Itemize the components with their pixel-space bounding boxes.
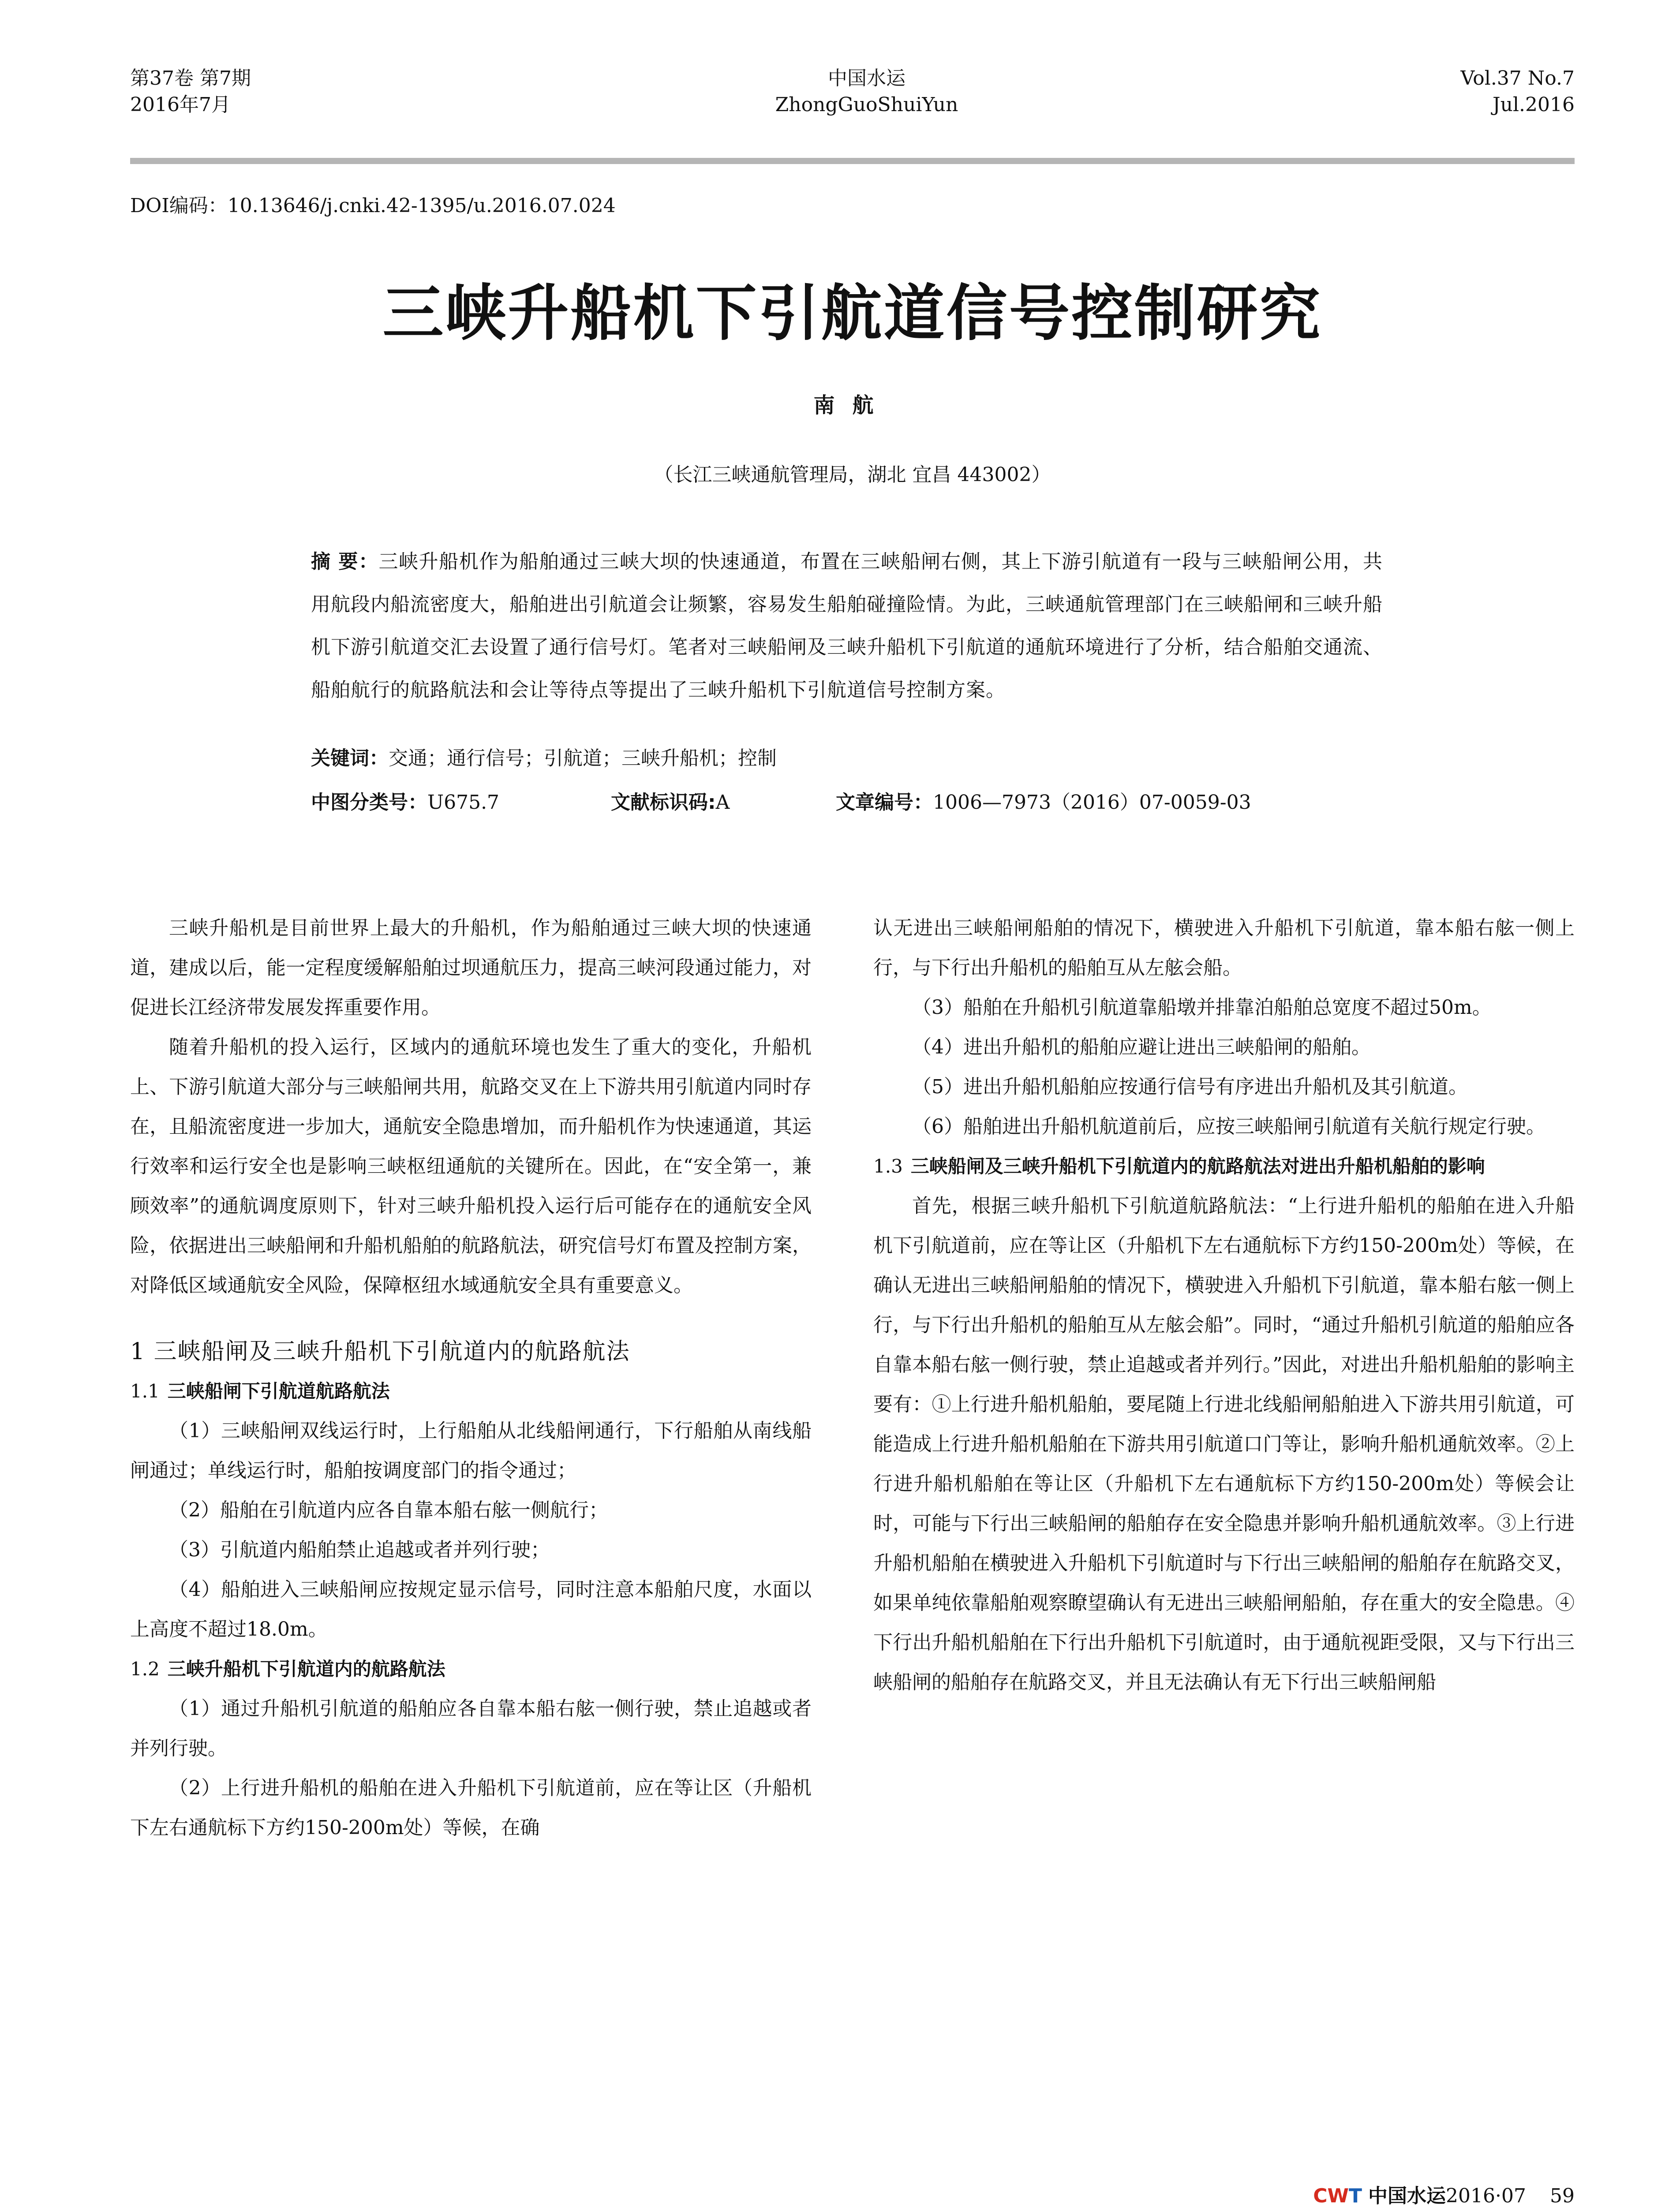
header-month: Jul.2016 <box>1492 93 1575 116</box>
section-title: 三峡船闸及三峡升船机下引航道内的航路航法对进出升船机船舶的影响 <box>910 1155 1485 1177</box>
clc-number <box>311 789 611 816</box>
article-number <box>836 789 1251 816</box>
list-item: （1）三峡船闸双线运行时，上行船舶从北线船闸通行，下行船舶从南线船闸通过；单线运行时，船舶按调度部门的指令通过； <box>130 1420 812 1482</box>
clc-value: U675.7 <box>427 791 500 814</box>
logo-cw: CW <box>1313 2185 1349 2205</box>
affiliation: （长江三峡通航管理局，湖北 宜昌 443002） <box>654 463 1051 486</box>
paragraph-continued: 认无进出三峡船闸船舶的情况下，横驶进入升船机下引航道，靠本船右舷一侧上行，与下行出升船机的船舶互从左舷会船。 <box>873 917 1575 979</box>
paragraph: 三峡升船机是目前世界上最大的升船机，作为船舶通过三峡大坝的快速通道，建成以后，能一定程度缓解船舶过坝通航压力，提高三峡河段通过能力，对促进长江经济带发展发挥重要作用。 <box>130 917 812 1019</box>
doi: DOI编码：10.13646/j.cnki.42-1395/u.2016.07.024 <box>130 194 616 217</box>
paper-title: 三峡升船机下引航道信号控制研究 <box>382 278 1322 349</box>
section-number: 1.2 <box>130 1658 160 1680</box>
header-vol-no: Vol.37 No.7 <box>1460 67 1575 90</box>
page-footer <box>1270 2183 1575 2205</box>
paragraph: 随着升船机的投入运行，区域内的通航环境也发生了重大的变化，升船机上、下游引航道大部分与三峡船闸共用，航路交叉在上下游共用引航道内同时存在，且船流密度进一步加大，通航安全隐患增加，而升船机作为快速通道，其运行效率和运行安全也是影响三峡枢纽通航的关键所在。因此，在“安全第一，兼顾效率”的通航调度原则下，针对三峡升船机投入运行后可能存在的通航安全风险，依据进出三峡船闸和升船机船舶的航路航法，研究信号灯布置及控制方案，对降低区域通航安全风险，保障枢纽水域通航安全具有重要意义。 <box>130 1036 812 1297</box>
keywords-label: 关键词： <box>311 747 389 770</box>
header-date: 2016年7月 <box>130 93 231 116</box>
list-item: （3）船舶在升船机引航道靠船墩并排靠泊船舶总宽度不超过50m。 <box>912 996 1492 1019</box>
keywords-text: 交通；通行信号；引航道；三峡升船机；控制 <box>389 747 777 770</box>
article-label: 文章编号： <box>836 791 933 814</box>
list-item: （6）船舶进出升船机航道前后，应按三峡船闸引航道有关航行规定行驶。 <box>912 1115 1545 1138</box>
abstract-text: 三峡升船机作为船舶通过三峡大坝的快速通道，布置在三峡船闸右侧，其上下游引航道有一段与三峡船闸公用，共用航段内船流密度大，船舶进出引航道会让频繁，容易发生船舶碰撞险情。为此，三峡通航管理部门在三峡船闸和三峡升船机下游引航道交汇去设置了通行信号灯。笔者对三峡船闸及三峡升船机下引航道的通航环境进行了分析，结合船舶交通流、船舶航行的航路航法和会让等待点等提出了三峡升船机下引航道信号控制方案。 <box>311 550 1383 701</box>
logo-t: T <box>1349 2185 1362 2205</box>
keywords <box>311 745 1383 772</box>
paragraph: 首先，根据三峡升船机下引航道航路航法：“上行进升船机的船舶在进入升船机下引航道前，应在等让区（升船机下左右通航标下方约150-200m处）等候，在确认无进出三峡船闸船舶的情况下，横驶进入升船机下引航道，靠本船右舷一侧上行，与下行出升船机的船舶互从左舷会船”。同时，“通过升船机引航道的船舶应各自靠本船右舷一侧行驶，禁止追越或者并列行。”因此，对进出升船机船舶的影响主要有：①上行进升船机船舶，要尾随上行进北线船闸船舶进入下游共用引航道，可能造成上行进升船机船舶在下游共用引航道口门等让，影响升船机通航效率。②上行进升船机船舶在等让区（升船机下左右通航标下方约150-200m处）等候会让时，可能与下行出三峡船闸的船舶存在安全隐患并影响升船机通航效率。③上行进升船机船舶在横驶进入升船机下引航道时与下行出三峡船闸的船舶存在航路交叉，如果单纯依靠船舶观察瞭望确认有无进出三峡船闸船舶，存在重大的安全隐患。④下行出升船机船舶在下行出升船机下引航道时，由于通航视距受限，又与下行出三峡船闸的船舶存在航路交叉，并且无法确认有无下行出三峡船闸船 <box>873 1195 1575 1693</box>
author: 南航 <box>813 393 891 418</box>
section-number: 1.1 <box>130 1380 160 1402</box>
list-item: （3）引航道内船舶禁止追越或者并列行驶； <box>169 1539 550 1561</box>
section-title: 三峡船闸下引航道航路航法 <box>167 1380 390 1402</box>
footer-date: 2016·07 <box>1446 2185 1526 2205</box>
header-volume: 第37卷 第7期 <box>130 67 251 90</box>
section-title: 三峡升船机下引航道内的航路航法 <box>167 1658 445 1680</box>
clc-label: 中图分类号： <box>311 791 427 814</box>
doc-value: A <box>715 791 730 814</box>
left-column <box>130 908 812 1848</box>
cwt-logo <box>1313 2185 1362 2205</box>
page-number: 59 <box>1550 2185 1575 2205</box>
abstract <box>311 540 1383 711</box>
article-value: 1006—7973（2016）07-0059-03 <box>933 791 1251 814</box>
list-item: （2）上行进升船机的船舶在进入升船机下引航道前，应在等让区（升船机下左右通航标下方约150-200m处）等候，在确 <box>130 1777 812 1839</box>
classification-line <box>311 789 1383 816</box>
list-item: （4）进出升船机的船舶应避让进出三峡船闸的船舶。 <box>912 1036 1371 1058</box>
section-heading-1: 1 三峡船闸及三峡升船机下引航道内的航路航法 <box>130 1338 630 1365</box>
section-heading-1-2 <box>130 1649 812 1689</box>
footer-journal: 中国水运 <box>1368 2185 1446 2205</box>
list-item: （4）船舶进入三峡船闸应按规定显示信号，同时注意本船舶尺度，水面以上高度不超过18.0m。 <box>130 1578 812 1641</box>
header-journal-cn: 中国水运 <box>828 67 905 90</box>
header-volume-issue <box>130 65 251 118</box>
right-column <box>873 908 1575 1702</box>
section-number: 1.3 <box>873 1155 903 1177</box>
list-item: （2）船舶在引航道内应各自靠本船右舷一侧航行； <box>169 1499 608 1521</box>
header-rule <box>130 158 1575 164</box>
header-journal <box>573 65 1160 118</box>
section-heading-1-1 <box>130 1372 812 1411</box>
list-item: （5）进出升船机船舶应按通行信号有序进出升船机及其引航道。 <box>912 1076 1468 1098</box>
header-journal-pinyin: ZhongGuoShuiYun <box>775 93 958 116</box>
list-item: （1）通过升船机引航道的船舶应各自靠本船右舷一侧行驶，禁止追越或者并列行驶。 <box>130 1697 812 1760</box>
abstract-label: 摘 要： <box>311 550 379 573</box>
header-volume-en <box>1270 65 1575 118</box>
doc-label: 文献标识码: <box>611 791 716 814</box>
section-heading-1-3 <box>873 1147 1575 1186</box>
document-code <box>611 789 836 816</box>
